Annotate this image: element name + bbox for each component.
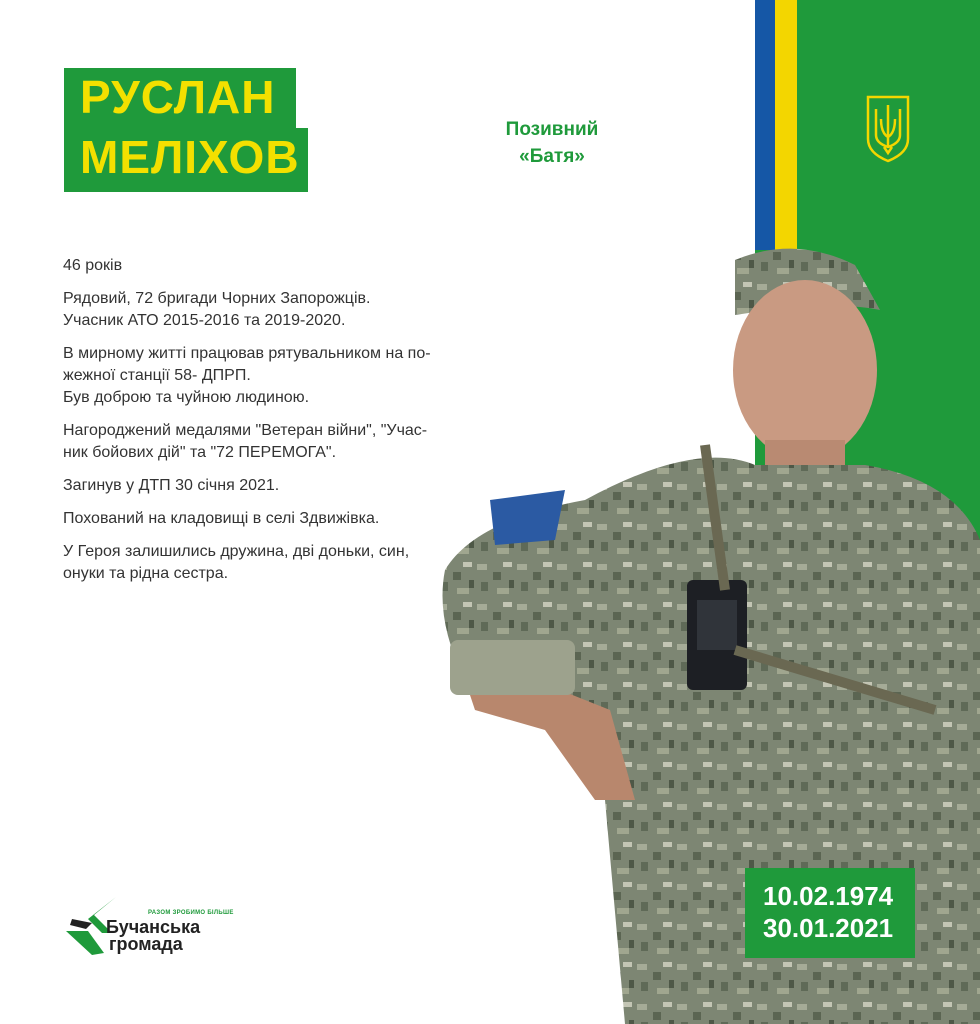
bucha-community-logo: [64, 895, 234, 965]
trident-icon: [864, 95, 912, 163]
bio-service: [63, 288, 463, 332]
logo-line2: громада: [109, 934, 183, 954]
hero-name: [64, 68, 308, 192]
bio-family: [63, 541, 463, 585]
bio-civil-line: жежної станції 58- ДПРП.: [63, 367, 251, 384]
callsign-value: «Батя»: [519, 146, 585, 167]
last-name: МЕЛІХОВ: [64, 128, 308, 192]
bio-civil-line: В мирному житті працював рятувальником на по-: [63, 345, 431, 362]
flag-stripe-blue: [755, 0, 775, 250]
bio-awards-line: ник бойових дій" та "72 ПЕРЕМОГА".: [63, 444, 337, 461]
bio-service-line: Рядовий, 72 бригади Чорних Запорожців.: [63, 290, 371, 307]
bio-family-line: онуки та рідна сестра.: [63, 565, 229, 582]
bio-civil-line: Був доброю та чуйною людиною.: [63, 389, 310, 406]
biography: [63, 255, 463, 596]
bio-awards: [63, 420, 463, 464]
birth-date: 10.02.1974: [763, 881, 894, 911]
first-name: РУСЛАН: [64, 68, 296, 128]
bio-age: 46 років: [63, 257, 123, 274]
bio-death: Загинув у ДТП 30 січня 2021.: [63, 477, 280, 494]
logo-wordmark: [106, 919, 200, 953]
bio-service-line: Учасник АТО 2015-2016 та 2019-2020.: [63, 312, 346, 329]
life-dates: [745, 868, 915, 958]
bio-awards-line: Нагороджений медалями "Ветеран війни", "Учас-: [63, 422, 428, 439]
bio-family-line: У Героя залишились дружина, дві доньки, син,: [63, 543, 410, 560]
death-date: 30.01.2021: [763, 913, 894, 943]
logo-line1: Бучанська: [106, 917, 201, 937]
bio-burial: Похований на кладовищі в селі Здвижівка.: [63, 510, 380, 527]
callsign: [452, 116, 652, 170]
bio-civil: [63, 343, 463, 409]
logo-tagline: РАЗОМ ЗРОБИМО БІЛЬШЕ: [148, 910, 234, 916]
flag-stripe-yellow: [775, 0, 797, 250]
callsign-label: Позивний: [505, 119, 599, 140]
